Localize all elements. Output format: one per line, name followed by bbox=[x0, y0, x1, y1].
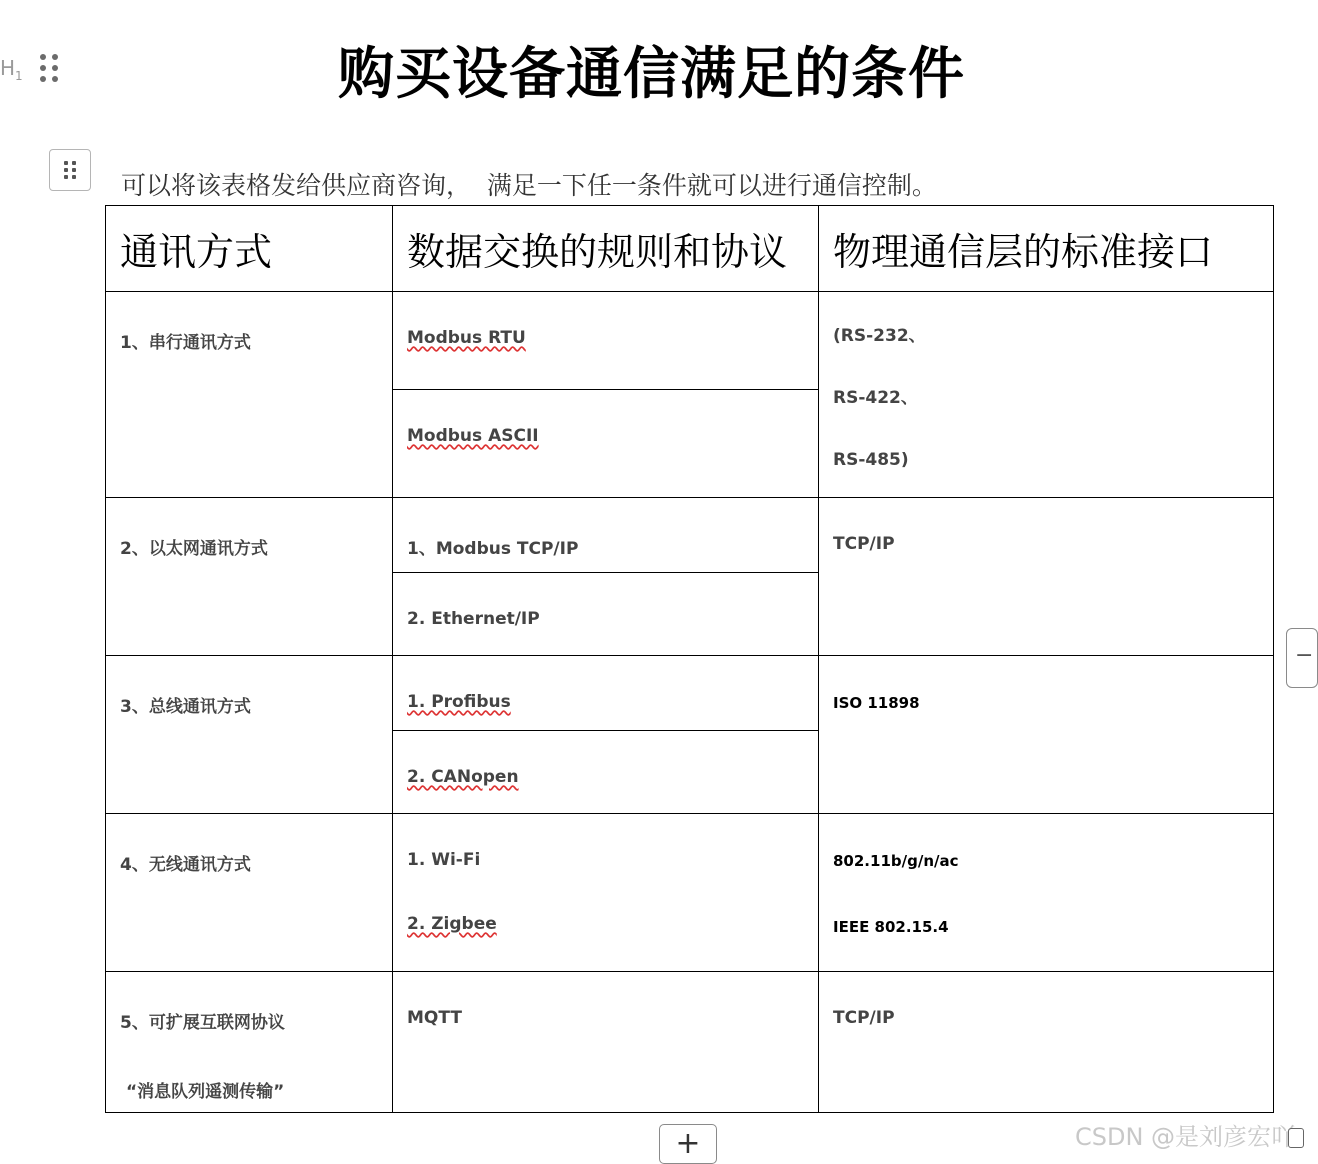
method-label: 5、可扩展互联网协议 bbox=[120, 1013, 285, 1033]
protocol-cell[interactable] bbox=[393, 573, 819, 656]
method-label: 4、无线通讯方式 bbox=[120, 855, 251, 875]
method-cell[interactable] bbox=[106, 292, 393, 498]
protocol-label: 2. Zigbee bbox=[407, 914, 497, 934]
table-row bbox=[106, 656, 1274, 731]
protocol-cell[interactable] bbox=[393, 656, 819, 731]
interface-label: RS-422、 bbox=[833, 388, 918, 408]
conditions-table bbox=[105, 205, 1274, 1113]
method-cell[interactable] bbox=[106, 498, 393, 656]
add-block-button[interactable]: + bbox=[659, 1124, 717, 1164]
interface-cell[interactable] bbox=[819, 656, 1274, 814]
method-cell[interactable] bbox=[106, 656, 393, 814]
document-title: 购买设备通信满足的条件 bbox=[338, 41, 965, 107]
table-row bbox=[106, 498, 1274, 573]
protocol-label: 1. Wi-Fi bbox=[407, 850, 481, 870]
watermark: CSDN @是刘彦宏吖 bbox=[1075, 1123, 1296, 1151]
table-row bbox=[106, 292, 1274, 390]
interface-label: IEEE 802.15.4 bbox=[833, 918, 949, 936]
method-label: 1、串行通讯方式 bbox=[120, 333, 251, 353]
interface-label: ISO 11898 bbox=[833, 694, 920, 712]
protocol-label: 2. CANopen bbox=[407, 767, 519, 787]
method-cell[interactable] bbox=[106, 814, 393, 972]
method-label: 2、以太网通讯方式 bbox=[120, 539, 268, 559]
protocol-cell[interactable] bbox=[393, 390, 819, 498]
interface-label: RS-485) bbox=[833, 450, 909, 470]
corner-expand-icon[interactable] bbox=[1288, 1128, 1304, 1148]
table-row bbox=[106, 972, 1274, 1113]
interface-label: TCP/IP bbox=[833, 534, 895, 554]
collapse-icon: − bbox=[1295, 643, 1314, 668]
interface-label: (RS-232、 bbox=[833, 326, 926, 346]
interface-cell[interactable] bbox=[819, 498, 1274, 656]
method-label: 3、总线通讯方式 bbox=[120, 697, 251, 717]
protocol-label: MQTT bbox=[407, 1008, 462, 1028]
protocol-label: 1、Modbus TCP/IP bbox=[407, 539, 579, 559]
table-row bbox=[106, 814, 1274, 972]
interface-cell[interactable] bbox=[819, 814, 1274, 972]
side-collapse-tab[interactable] bbox=[1286, 628, 1318, 688]
protocol-cell[interactable] bbox=[393, 814, 819, 972]
heading-level-marker: $H_1$ bbox=[0, 56, 23, 83]
protocol-cell[interactable] bbox=[393, 731, 819, 814]
protocol-label: Modbus ASCII bbox=[407, 426, 539, 446]
method-note: “消息队列遥测传输” bbox=[126, 1082, 285, 1102]
method-cell[interactable] bbox=[106, 972, 393, 1113]
protocol-label: 1. Profibus bbox=[407, 692, 511, 712]
grip-icon bbox=[64, 161, 76, 179]
intro-paragraph: 可以将该表格发给供应商咨询， 满足一下任一条件就可以进行通信控制。 bbox=[121, 171, 937, 200]
protocol-cell[interactable] bbox=[393, 292, 819, 390]
interface-label: TCP/IP bbox=[833, 1008, 895, 1028]
table-header-row bbox=[106, 206, 1274, 292]
protocol-label: 2. Ethernet/IP bbox=[407, 609, 540, 629]
interface-cell[interactable] bbox=[819, 292, 1274, 498]
interface-cell[interactable] bbox=[819, 972, 1274, 1113]
protocol-cell[interactable] bbox=[393, 972, 819, 1113]
header-protocol: 数据交换的规则和协议 bbox=[393, 206, 819, 292]
protocol-label: Modbus RTU bbox=[407, 328, 526, 348]
header-interface: 物理通信层的标准接口 bbox=[819, 206, 1274, 292]
protocol-cell[interactable] bbox=[393, 498, 819, 573]
table-block-handle-button[interactable] bbox=[49, 149, 91, 191]
interface-label: 802.11b/g/n/ac bbox=[833, 852, 959, 870]
header-method: 通讯方式 bbox=[106, 206, 393, 292]
